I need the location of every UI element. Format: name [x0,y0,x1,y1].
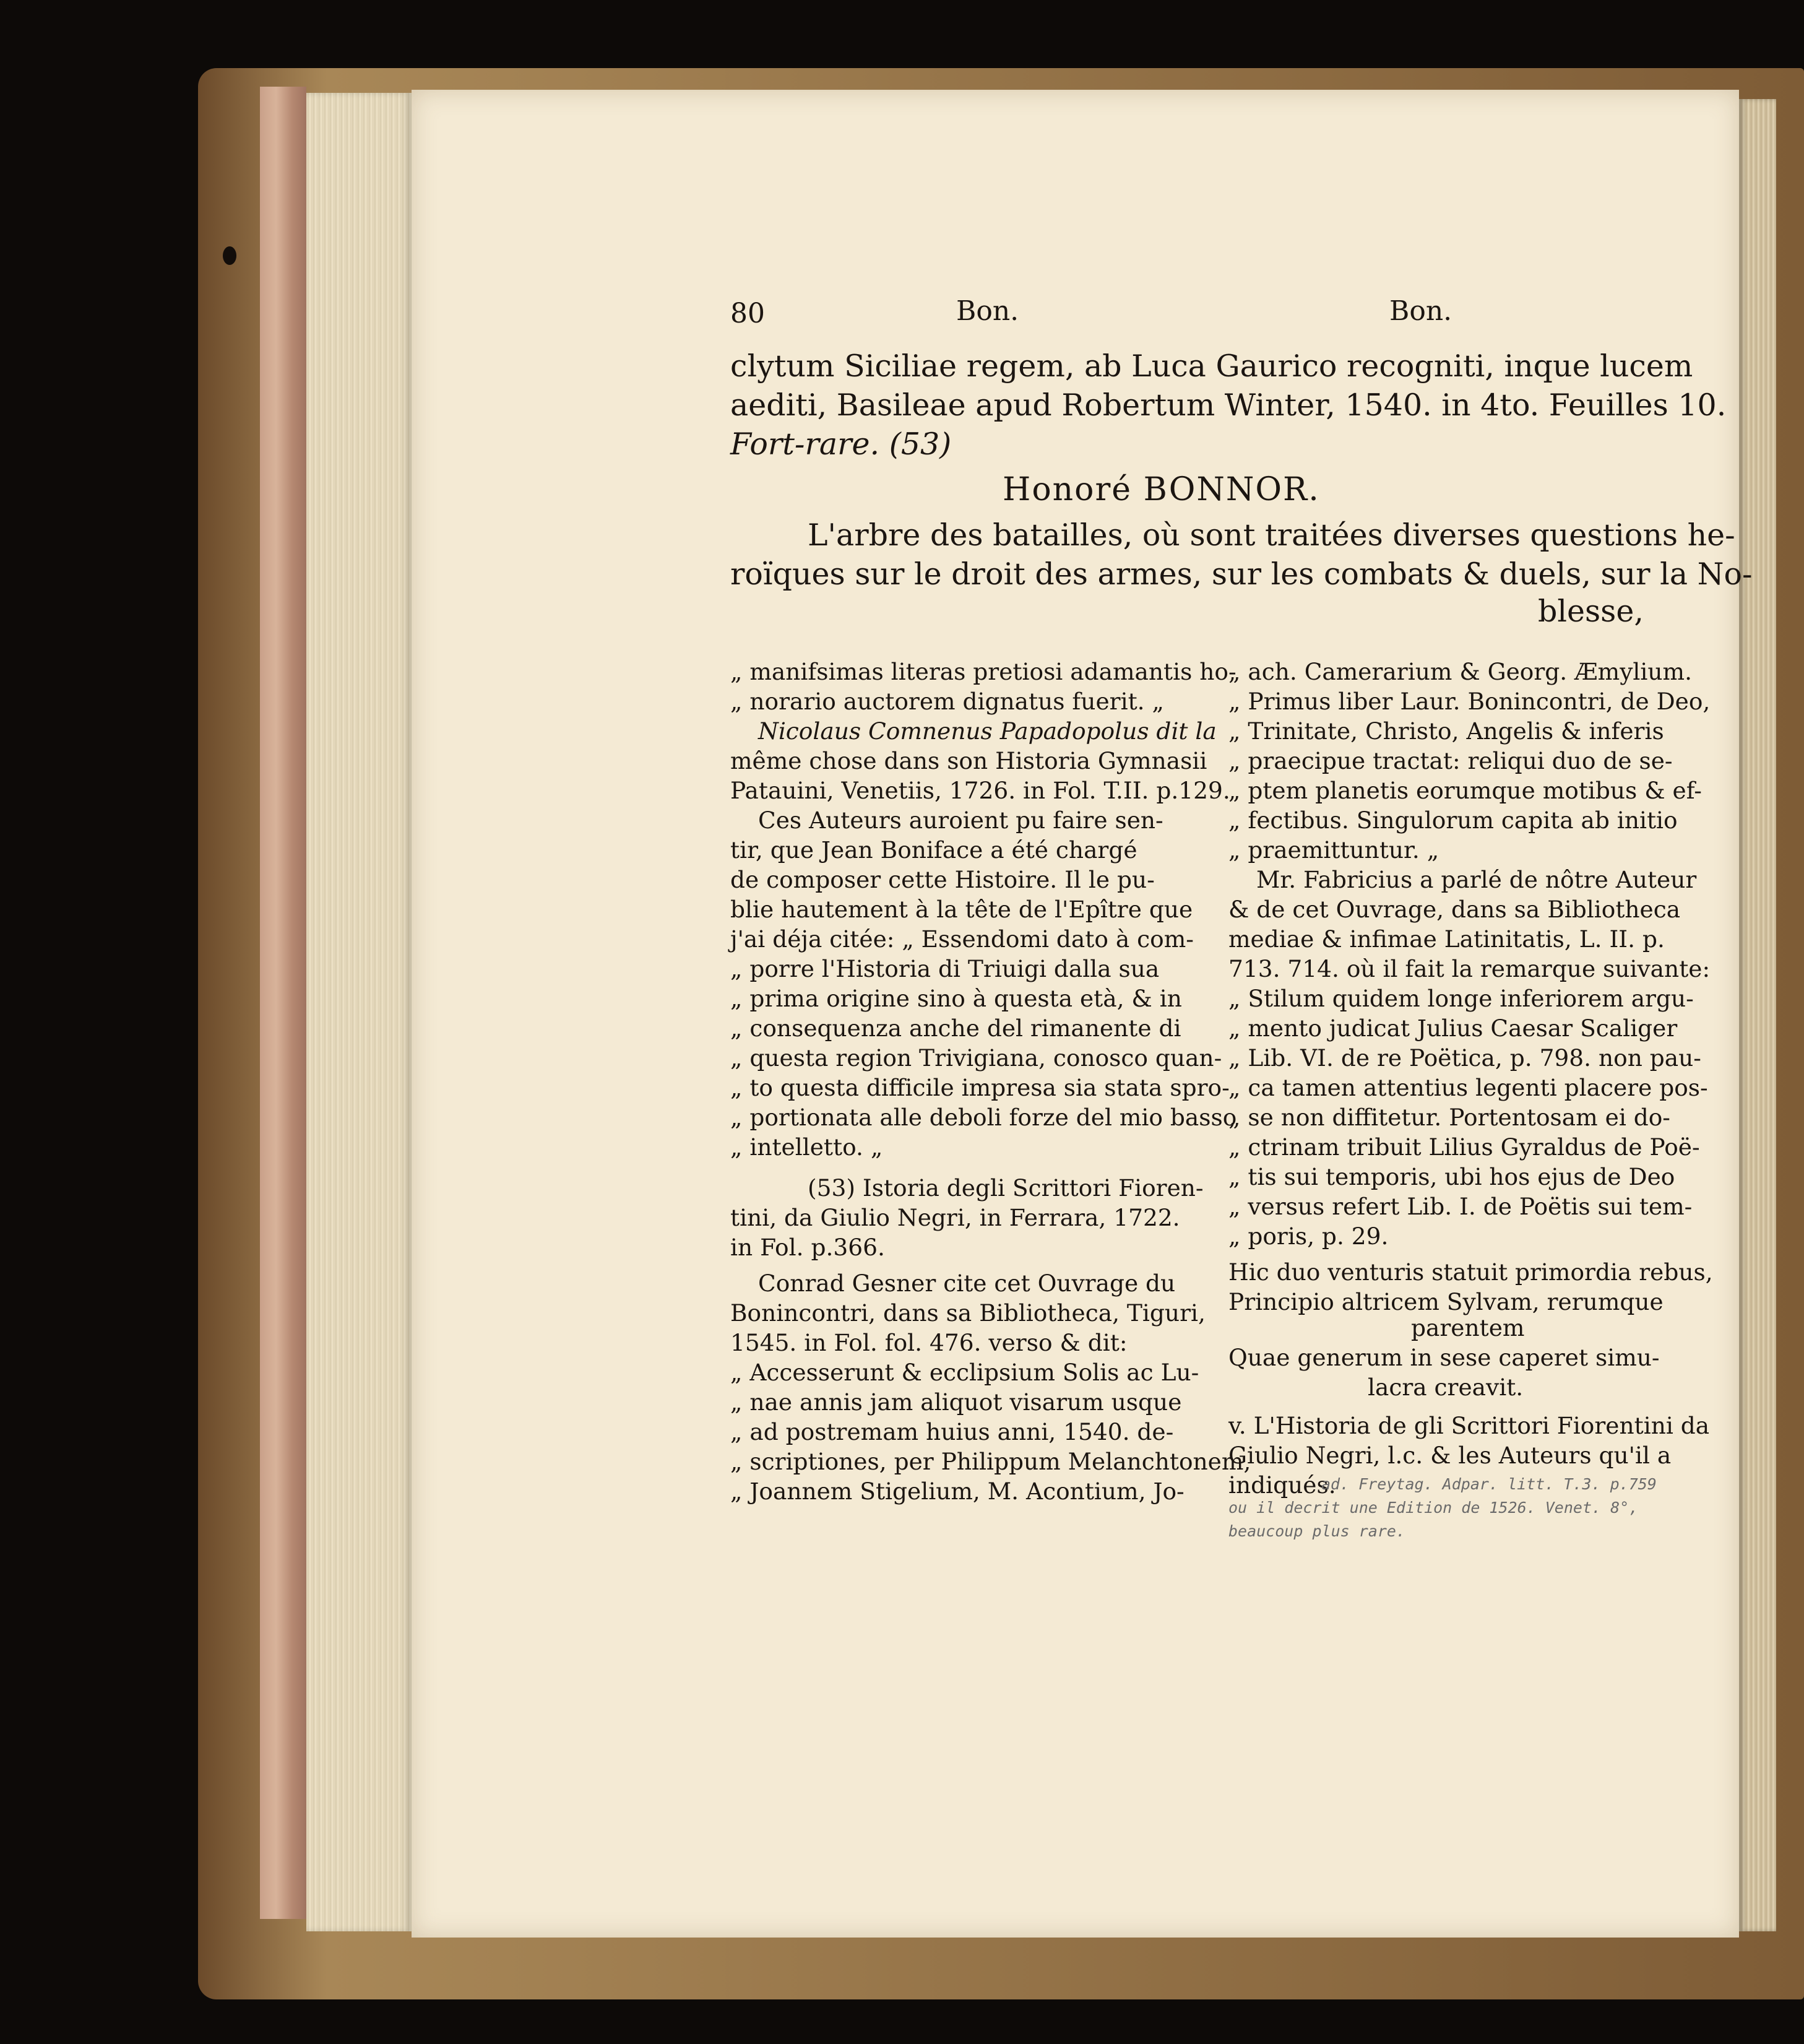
handwritten-note-line: ad. Freytag. Adpar. litt. T.3. p.759 [1321,1475,1657,1493]
left-line: „ portionata alle deboli forze del mio basso [730,1104,1237,1131]
left-line: blie hautement à la tête de l'Epître que [730,896,1193,923]
verse-line: Quae generum in sese caperet simu- [1228,1344,1660,1371]
right-line: Mr. Fabricius a parlé de nôtre Auteur [1256,866,1697,893]
left-line: Conrad Gesner cite cet Ouvrage du [758,1270,1176,1297]
left-line: „ prima origine sino à questa età, & in [730,985,1182,1012]
entry-line: roïques sur le droit des armes, sur les combats & duels, sur la No- [730,556,1753,592]
left-line: „ porre l'Historia di Triuigi dalla sua [730,955,1160,982]
left-line: 1545. in Fol. fol. 476. verso & dit: [730,1329,1128,1356]
left-line: „ norario auctorem dignatus fuerit. „ [730,688,1164,715]
right-line: „ ctrinam tribuit Lilius Gyraldus de Poë- [1228,1133,1700,1161]
right-line: mediae & infimae Latinitatis, L. II. p. [1228,925,1665,953]
left-line: „ nae annis jam aliquot visarum usque [730,1388,1182,1416]
handwritten-note-line: ou il decrit une Edition de 1526. Venet. 8°, [1228,1499,1639,1517]
right-line: indiqués. [1228,1471,1336,1499]
right-line: „ praemittuntur. „ [1228,836,1439,864]
left-line: de composer cette Histoire. Il le pu- [730,866,1155,893]
right-line: Giulio Negri, l.c. & les Auteurs qu'il a [1228,1442,1672,1469]
right-line: „ Primus liber Laur. Bonincontri, de Deo, [1228,688,1711,715]
left-line: même chose dans son Historia Gymnasii [730,747,1207,774]
right-line: „ tis sui temporis, ubi hos ejus de Deo [1228,1163,1675,1190]
right-line: „ mento judicat Julius Caesar Scaliger [1228,1015,1678,1042]
left-line: „ Joannem Stigelium, M. Acontium, Jo- [730,1478,1185,1505]
left-line: „ Accesserunt & ecclipsium Solis ac Lu- [730,1359,1199,1386]
running-head-right: Bon. [1389,295,1452,327]
footnote-line: (53) Istoria degli Scrittori Fioren- [808,1174,1204,1202]
top-paragraph-line: clytum Siciliae regem, ab Luca Gaurico recogniti, inque lucem [730,349,1693,384]
left-line: „ ad postremam huius anni, 1540. de- [730,1418,1174,1445]
left-line: Patauini, Venetiis, 1726. in Fol. T.II. p.129. [730,777,1230,804]
entry-line: L'arbre des batailles, où sont traitées diverses questions he- [808,517,1735,553]
verse-line: Principio altricem Sylvam, rerumque [1228,1288,1664,1315]
right-line: „ se non diffitetur. Portentosam ei do- [1228,1104,1670,1131]
left-line: „ manifsimas literas pretiosi adamantis ho- [730,658,1236,685]
left-line: „ questa region Trivigiana, conosco quan- [730,1044,1222,1072]
book-edge-marbled [260,87,306,1919]
right-line: „ praecipue tractat: reliqui duo de se- [1228,747,1673,774]
cover-hole [223,246,236,265]
footnote-line: tini, da Giulio Negri, in Ferrara, 1722. [730,1204,1180,1231]
entry-line: blesse, [1538,594,1644,629]
left-line: tir, que Jean Boniface a été chargé [730,836,1137,864]
verse-line: lacra creavit. [1368,1374,1524,1401]
right-line: „ fectibus. Singulorum capita ab initio [1228,807,1678,834]
right-line: „ versus refert Lib. I. de Poëtis sui tem- [1228,1193,1693,1220]
left-line: j'ai déja citée: „ Essendomi dato à com- [730,925,1194,953]
left-line: Ces Auteurs auroient pu faire sen- [758,807,1163,834]
right-line: & de cet Ouvrage, dans sa Bibliotheca [1228,896,1681,923]
left-line: „ consequenza anche del rimanente di [730,1015,1181,1042]
page-stack-left [306,93,412,1931]
entry-author: Honoré BONNOR. [1003,471,1320,508]
right-line: „ Stilum quidem longe inferiorem argu- [1228,985,1694,1012]
page-number: 80 [730,298,765,329]
verse-line: parentem [1411,1314,1525,1341]
top-paragraph-line: aediti, Basileae apud Robertum Winter, 1540. in 4to. Feuilles 10. [730,388,1727,423]
page-stack-right [1739,99,1776,1931]
right-line: „ Trinitate, Christo, Angelis & inferis [1228,717,1664,745]
book-page [412,90,1753,1938]
footnote-line: in Fol. p.366. [730,1234,885,1261]
left-line: „ scriptiones, per Philippum Melanchtonem, [730,1448,1251,1475]
right-line: „ poris, p. 29. [1228,1223,1389,1250]
running-head-left: Bon. [956,295,1019,327]
top-paragraph-line: Fort-rare. (53) [730,427,952,462]
left-line: „ intelletto. „ [730,1133,883,1161]
right-line: v. L'Historia de gli Scrittori Fiorentini da [1228,1412,1710,1439]
left-line: Nicolaus Comnenus Papadopolus dit la [758,717,1217,745]
right-line: „ Lib. VI. de re Poëtica, p. 798. non pau- [1228,1044,1701,1072]
right-line: „ ca tamen attentius legenti placere pos- [1228,1074,1708,1101]
verse-line: Hic duo venturis statuit primordia rebus, [1228,1258,1713,1286]
right-line: „ ptem planetis eorumque motibus & ef- [1228,777,1702,804]
left-line: Bonincontri, dans sa Bibliotheca, Tiguri, [730,1299,1206,1327]
handwritten-note-line: beaucoup plus rare. [1228,1522,1405,1540]
right-line: „ ach. Camerarium & Georg. Æmylium. [1228,658,1693,685]
right-line: 713. 714. où il fait la remarque suivante: [1228,955,1711,982]
left-line: „ to questa difficile impresa sia stata spro- [730,1074,1230,1101]
